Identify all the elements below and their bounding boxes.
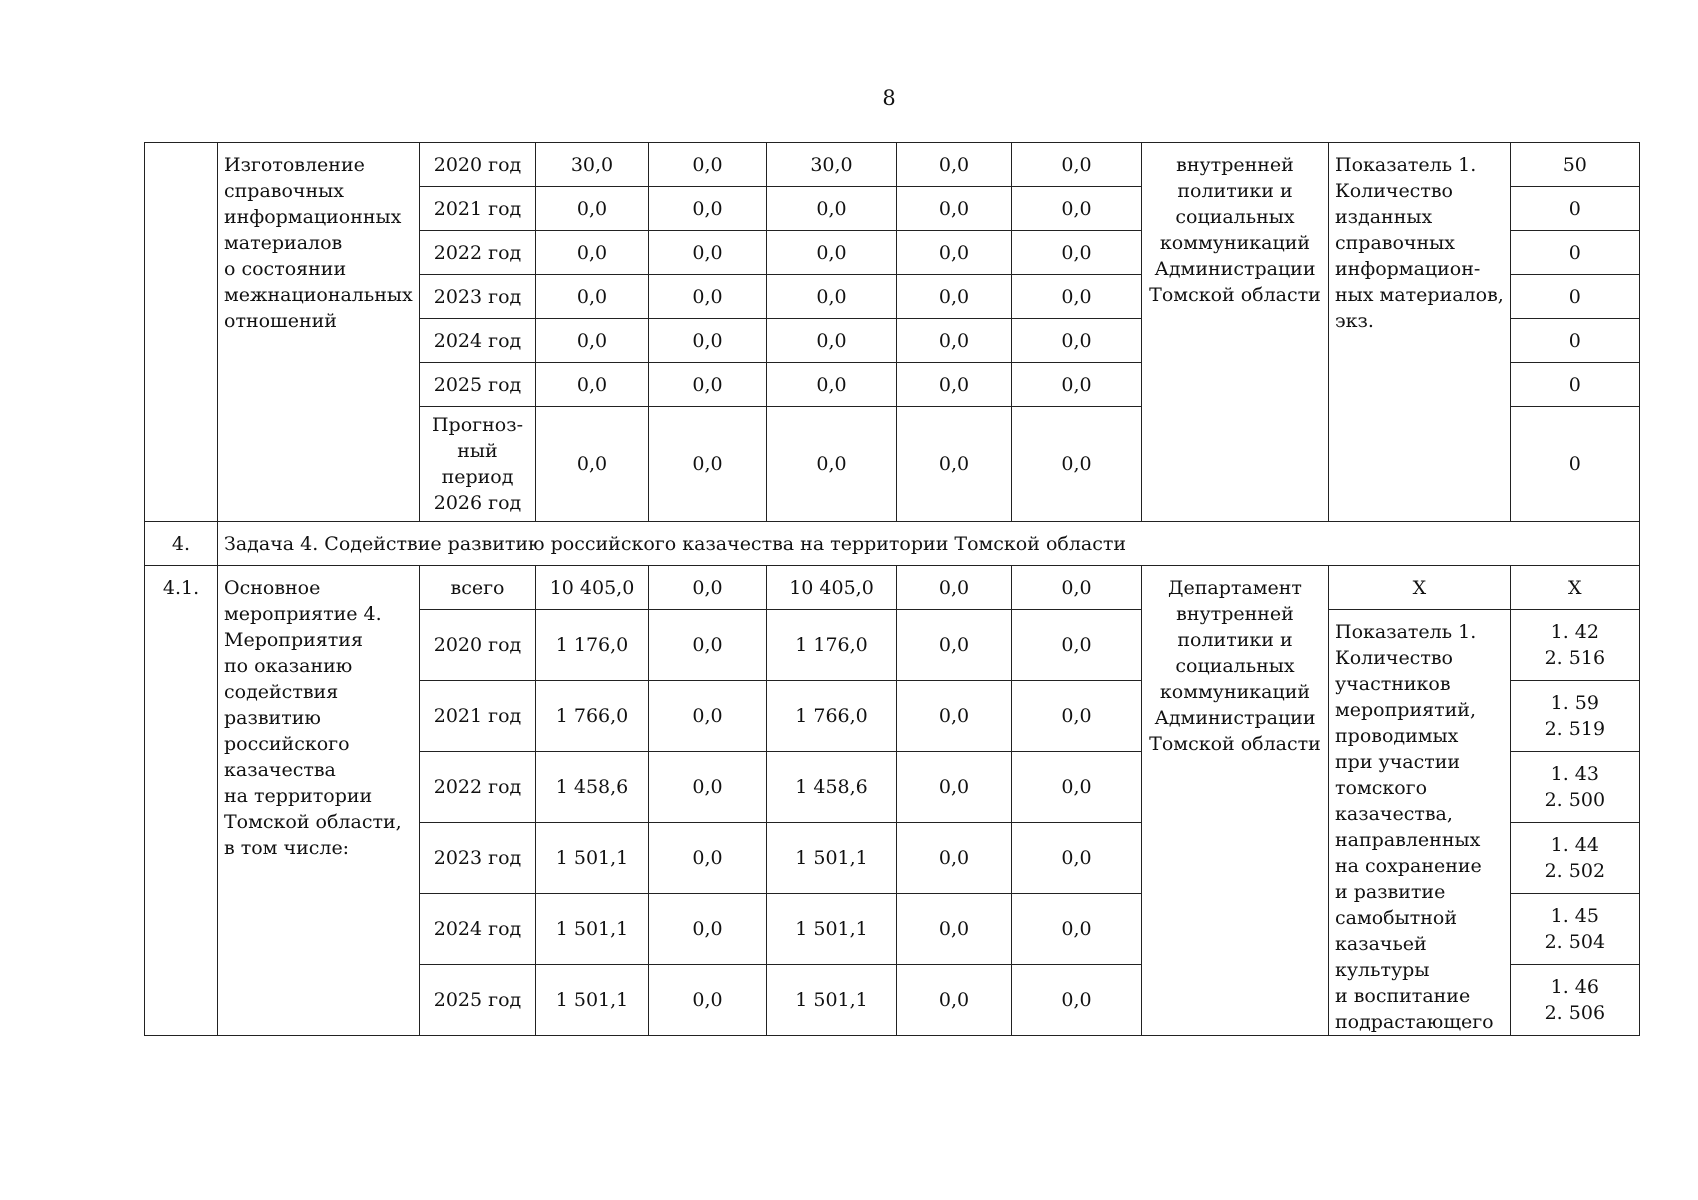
indicator-value: 0 (1510, 363, 1639, 407)
indicator-x: Х (1329, 566, 1511, 610)
indicator-values (1510, 823, 1639, 894)
indicator-value: 0 (1510, 407, 1639, 522)
amount-local: 0,0 (897, 965, 1012, 1036)
cell-line: направленных (1335, 829, 1481, 851)
amount-other: 0,0 (1012, 231, 1142, 275)
amount-local: 0,0 (897, 407, 1012, 522)
task-title: Задача 4. Содействие развитию российского казачества на территории Томской области (218, 522, 1640, 566)
amount-other: 0,0 (1012, 823, 1142, 894)
task-number: 4. (145, 522, 218, 566)
cell-line: Количество (1335, 180, 1453, 202)
amount-federal: 0,0 (649, 363, 767, 407)
amount-federal: 0,0 (649, 187, 767, 231)
amount-local: 0,0 (897, 752, 1012, 823)
cell-line: Томской области (1149, 733, 1321, 755)
cell-line: Томской области (1149, 284, 1321, 306)
table-row (145, 566, 1640, 610)
executor-cell (1142, 143, 1329, 522)
amount-regional: 1 501,1 (767, 965, 897, 1036)
period-cell: 2024 год (420, 894, 536, 965)
amount-local: 0,0 (897, 231, 1012, 275)
cell-line: Томской области, (224, 811, 402, 833)
number-cell: 4.1. (145, 566, 218, 1036)
indicator-value: 0 (1510, 319, 1639, 363)
amount-local: 0,0 (897, 566, 1012, 610)
cell-line: в том числе: (224, 837, 350, 859)
cell-line: Основное (224, 577, 321, 599)
program-table (144, 142, 1640, 1036)
indicator-cell (1329, 610, 1511, 1036)
description-cell (218, 143, 420, 522)
amount-total: 30,0 (536, 143, 649, 187)
cell-line: казачества (224, 759, 336, 781)
cell-line: содействия (224, 681, 339, 703)
cell-line: о состоянии (224, 258, 347, 280)
amount-regional: 1 501,1 (767, 823, 897, 894)
value-x: Х (1510, 566, 1639, 610)
amount-total: 1 766,0 (536, 681, 649, 752)
amount-regional: 0,0 (767, 231, 897, 275)
amount-federal: 0,0 (649, 894, 767, 965)
indicator-value-line: 1. 45 (1550, 905, 1599, 927)
amount-regional: 0,0 (767, 363, 897, 407)
cell-line: ный (457, 440, 498, 462)
cell-line: справочных (1335, 232, 1455, 254)
cell-line: при участии (1335, 751, 1461, 773)
indicator-value-line: 1. 42 (1550, 621, 1599, 643)
cell-line: Прогноз- (431, 414, 523, 436)
task-row (145, 522, 1640, 566)
indicator-value-line: 2. 519 (1544, 718, 1606, 740)
cell-line: материалов (224, 232, 343, 254)
amount-federal: 0,0 (649, 566, 767, 610)
amount-regional: 0,0 (767, 275, 897, 319)
cell-line: коммуникаций (1159, 681, 1311, 703)
amount-regional: 10 405,0 (767, 566, 897, 610)
indicator-value: 0 (1510, 187, 1639, 231)
period-cell: 2022 год (420, 752, 536, 823)
period-cell: 2023 год (420, 823, 536, 894)
cell-line: Показатель 1. (1335, 154, 1477, 176)
amount-total: 0,0 (536, 187, 649, 231)
indicator-values (1510, 965, 1639, 1036)
number-cell (145, 143, 218, 522)
amount-regional: 0,0 (767, 187, 897, 231)
cell-line: участников (1335, 673, 1451, 695)
indicator-value-line: 1. 43 (1550, 763, 1599, 785)
amount-regional: 1 501,1 (767, 894, 897, 965)
cell-line: Департамент (1168, 577, 1302, 599)
amount-total: 10 405,0 (536, 566, 649, 610)
amount-local: 0,0 (897, 894, 1012, 965)
amount-federal: 0,0 (649, 823, 767, 894)
period-cell: 2025 год (420, 363, 536, 407)
amount-federal: 0,0 (649, 965, 767, 1036)
period-cell (420, 407, 536, 522)
cell-line: томского (1335, 777, 1428, 799)
amount-local: 0,0 (897, 681, 1012, 752)
cell-line: 2026 год (433, 492, 522, 514)
cell-line: информацион- (1335, 258, 1481, 280)
amount-total: 0,0 (536, 363, 649, 407)
amount-total: 0,0 (536, 275, 649, 319)
amount-federal: 0,0 (649, 231, 767, 275)
cell-line: политики и (1177, 629, 1293, 651)
indicator-values (1510, 681, 1639, 752)
cell-line: внутренней (1176, 603, 1294, 625)
task-4 (145, 522, 1640, 566)
cell-line: политики и (1177, 180, 1293, 202)
indicator-value-line: 1. 59 (1550, 692, 1599, 714)
indicator-value-line: 2. 516 (1544, 647, 1606, 669)
amount-other: 0,0 (1012, 894, 1142, 965)
amount-total: 1 458,6 (536, 752, 649, 823)
amount-other: 0,0 (1012, 610, 1142, 681)
description-cell (218, 566, 420, 1036)
cell-line: период (441, 466, 514, 488)
amount-total: 0,0 (536, 407, 649, 522)
cell-line: межнациональных (224, 284, 413, 306)
cell-line: изданных (1335, 206, 1433, 228)
indicator-values (1510, 894, 1639, 965)
cell-line: ных материалов, (1335, 284, 1504, 306)
amount-regional: 0,0 (767, 407, 897, 522)
amount-other: 0,0 (1012, 681, 1142, 752)
indicator-value: 0 (1510, 231, 1639, 275)
cell-line: и развитие (1335, 881, 1446, 903)
amount-other: 0,0 (1012, 187, 1142, 231)
indicator-value-line: 2. 500 (1544, 789, 1606, 811)
amount-total: 1 176,0 (536, 610, 649, 681)
amount-local: 0,0 (897, 363, 1012, 407)
amount-other: 0,0 (1012, 752, 1142, 823)
cell-line: проводимых (1335, 725, 1459, 747)
amount-total: 0,0 (536, 231, 649, 275)
cell-line: Администрации (1154, 707, 1316, 729)
executor-cell (1142, 566, 1329, 1036)
amount-local: 0,0 (897, 187, 1012, 231)
indicator-value-line: 2. 502 (1544, 860, 1606, 882)
amount-federal: 0,0 (649, 610, 767, 681)
amount-other: 0,0 (1012, 143, 1142, 187)
cell-line: социальных (1175, 655, 1295, 677)
cell-line: культуры (1335, 959, 1430, 981)
amount-federal: 0,0 (649, 319, 767, 363)
period-cell: 2020 год (420, 610, 536, 681)
amount-local: 0,0 (897, 823, 1012, 894)
indicator-value-line: 1. 44 (1550, 834, 1599, 856)
amount-total: 1 501,1 (536, 965, 649, 1036)
amount-federal: 0,0 (649, 407, 767, 522)
cell-line: Показатель 1. (1335, 621, 1477, 643)
cell-line: отношений (224, 310, 337, 332)
cell-line: Изготовление (224, 154, 365, 176)
amount-local: 0,0 (897, 275, 1012, 319)
amount-local: 0,0 (897, 319, 1012, 363)
amount-local: 0,0 (897, 610, 1012, 681)
amount-other: 0,0 (1012, 407, 1142, 522)
cell-line: социальных (1175, 206, 1295, 228)
indicator-value: 50 (1510, 143, 1639, 187)
indicator-value-line: 1. 46 (1550, 976, 1599, 998)
cell-line: развитию (224, 707, 321, 729)
amount-regional: 1 458,6 (767, 752, 897, 823)
period-cell: 2021 год (420, 187, 536, 231)
period-cell: 2023 год (420, 275, 536, 319)
amount-total: 1 501,1 (536, 823, 649, 894)
cell-line: Количество (1335, 647, 1453, 669)
amount-federal: 0,0 (649, 681, 767, 752)
cell-line: Мероприятия (224, 629, 363, 651)
cell-line: казачества, (1335, 803, 1453, 825)
cell-line: коммуникаций (1159, 232, 1311, 254)
page-number: 8 (882, 86, 896, 110)
table-row (145, 143, 1640, 187)
indicator-values (1510, 752, 1639, 823)
indicator-value-line: 2. 506 (1544, 1002, 1606, 1024)
amount-regional: 0,0 (767, 319, 897, 363)
amount-federal: 0,0 (649, 143, 767, 187)
indicator-cell (1329, 143, 1511, 522)
cell-line: информационных (224, 206, 402, 228)
period-cell: 2020 год (420, 143, 536, 187)
cell-line: по оказанию (224, 655, 353, 677)
amount-local: 0,0 (897, 143, 1012, 187)
cell-line: мероприятие 4. (224, 603, 382, 625)
amount-other: 0,0 (1012, 275, 1142, 319)
amount-federal: 0,0 (649, 275, 767, 319)
cell-line: самобытной (1335, 907, 1458, 929)
amount-other: 0,0 (1012, 363, 1142, 407)
cell-line: внутренней (1176, 154, 1294, 176)
period-cell: 2022 год (420, 231, 536, 275)
cell-line: российского (224, 733, 350, 755)
indicator-value-line: 2. 504 (1544, 931, 1606, 953)
cell-line: справочных (224, 180, 344, 202)
amount-total: 0,0 (536, 319, 649, 363)
cell-line: казачьей (1335, 933, 1427, 955)
indicator-values (1510, 610, 1639, 681)
cell-line: на сохранение (1335, 855, 1482, 877)
period-cell: 2024 год (420, 319, 536, 363)
amount-other: 0,0 (1012, 319, 1142, 363)
block-4-1 (145, 566, 1640, 1036)
period-cell: 2025 год (420, 965, 536, 1036)
amount-other: 0,0 (1012, 965, 1142, 1036)
cell-line: подрастающего (1335, 1011, 1494, 1033)
amount-total: 1 501,1 (536, 894, 649, 965)
block-3 (145, 143, 1640, 522)
amount-federal: 0,0 (649, 752, 767, 823)
indicator-value: 0 (1510, 275, 1639, 319)
cell-line: экз. (1335, 310, 1374, 332)
cell-line: и воспитание (1335, 985, 1471, 1007)
amount-regional: 1 176,0 (767, 610, 897, 681)
cell-line: Администрации (1154, 258, 1316, 280)
amount-regional: 1 766,0 (767, 681, 897, 752)
amount-other: 0,0 (1012, 566, 1142, 610)
period-cell: всего (420, 566, 536, 610)
cell-line: на территории (224, 785, 373, 807)
amount-regional: 30,0 (767, 143, 897, 187)
cell-line: мероприятий, (1335, 699, 1476, 721)
period-cell: 2021 год (420, 681, 536, 752)
